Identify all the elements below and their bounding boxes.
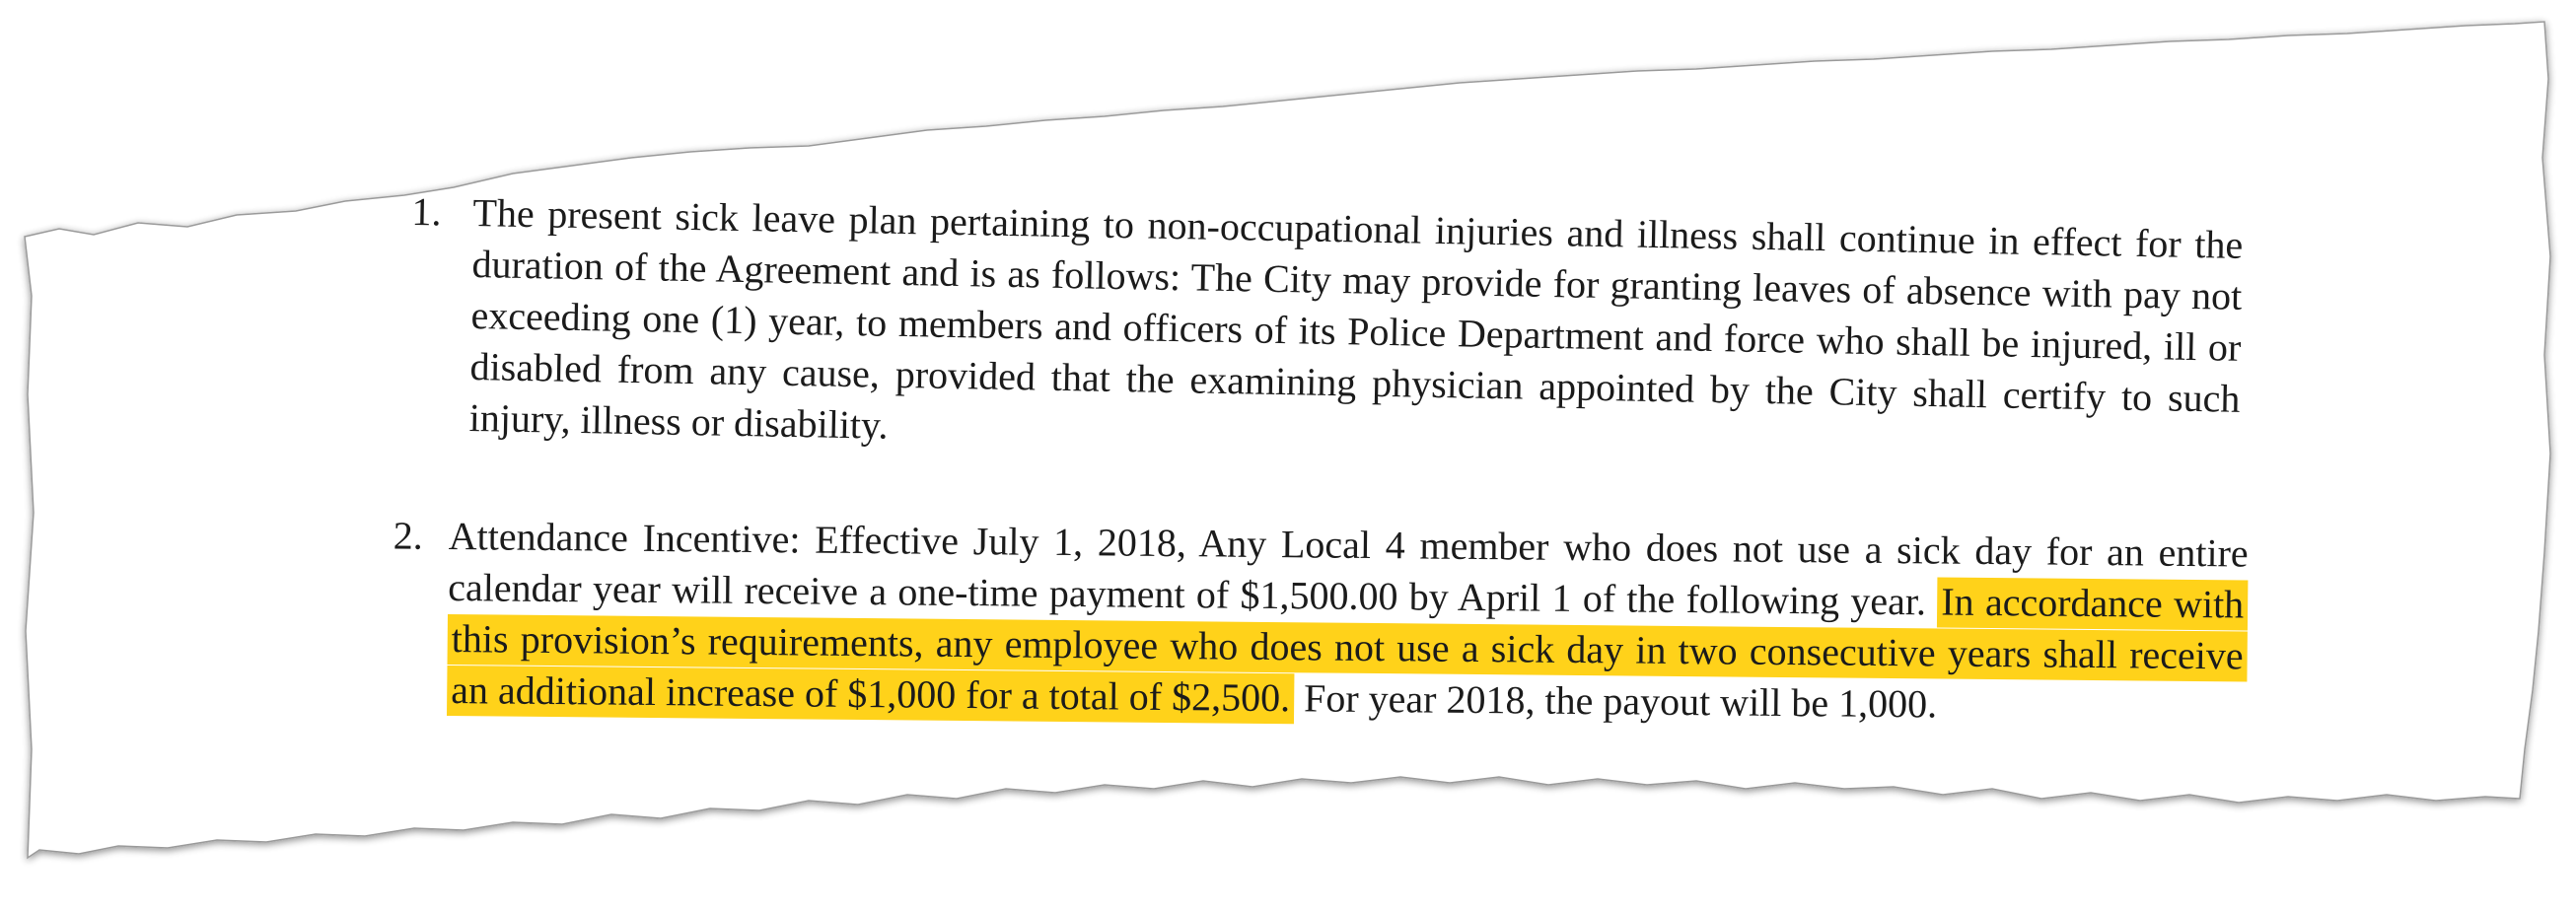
highlighted-text: In accordance with this provision’s requirements, any employee who does not use a sick day in two consecutive years shall receive an additional increase of $1,000 for a total of $2,500. <box>447 577 2248 724</box>
clause-1 <box>411 187 2244 476</box>
clause-text-before: Attendance Incentive: Effective July 1, 2018, Any Local 4 member who does not use a sick day for an entire calendar year will receive a one-time payment of $1,500.00 by April 1 of the following year. <box>448 513 2249 624</box>
clause-number: 1. <box>411 188 442 235</box>
clause-text-after: For year 2018, the payout will be 1,000. <box>1303 675 1938 727</box>
clause-text: The present sick leave plan pertaining to non-occupational injuries and illness shall continue in effect for the duration of the Agreement and is as follows: The City may provide for granting leaves of absence with pay not exceeding one (1) year, to members and officers of its Police Department and force who shall be injured, ill or disabled from any cause, provided that the examining physician appointed by the City shall certify to such injury, illness or disability. <box>468 189 2244 448</box>
clause-number: 2. <box>393 513 423 558</box>
clause-paragraph <box>447 511 2249 734</box>
clause-2 <box>393 511 2249 734</box>
